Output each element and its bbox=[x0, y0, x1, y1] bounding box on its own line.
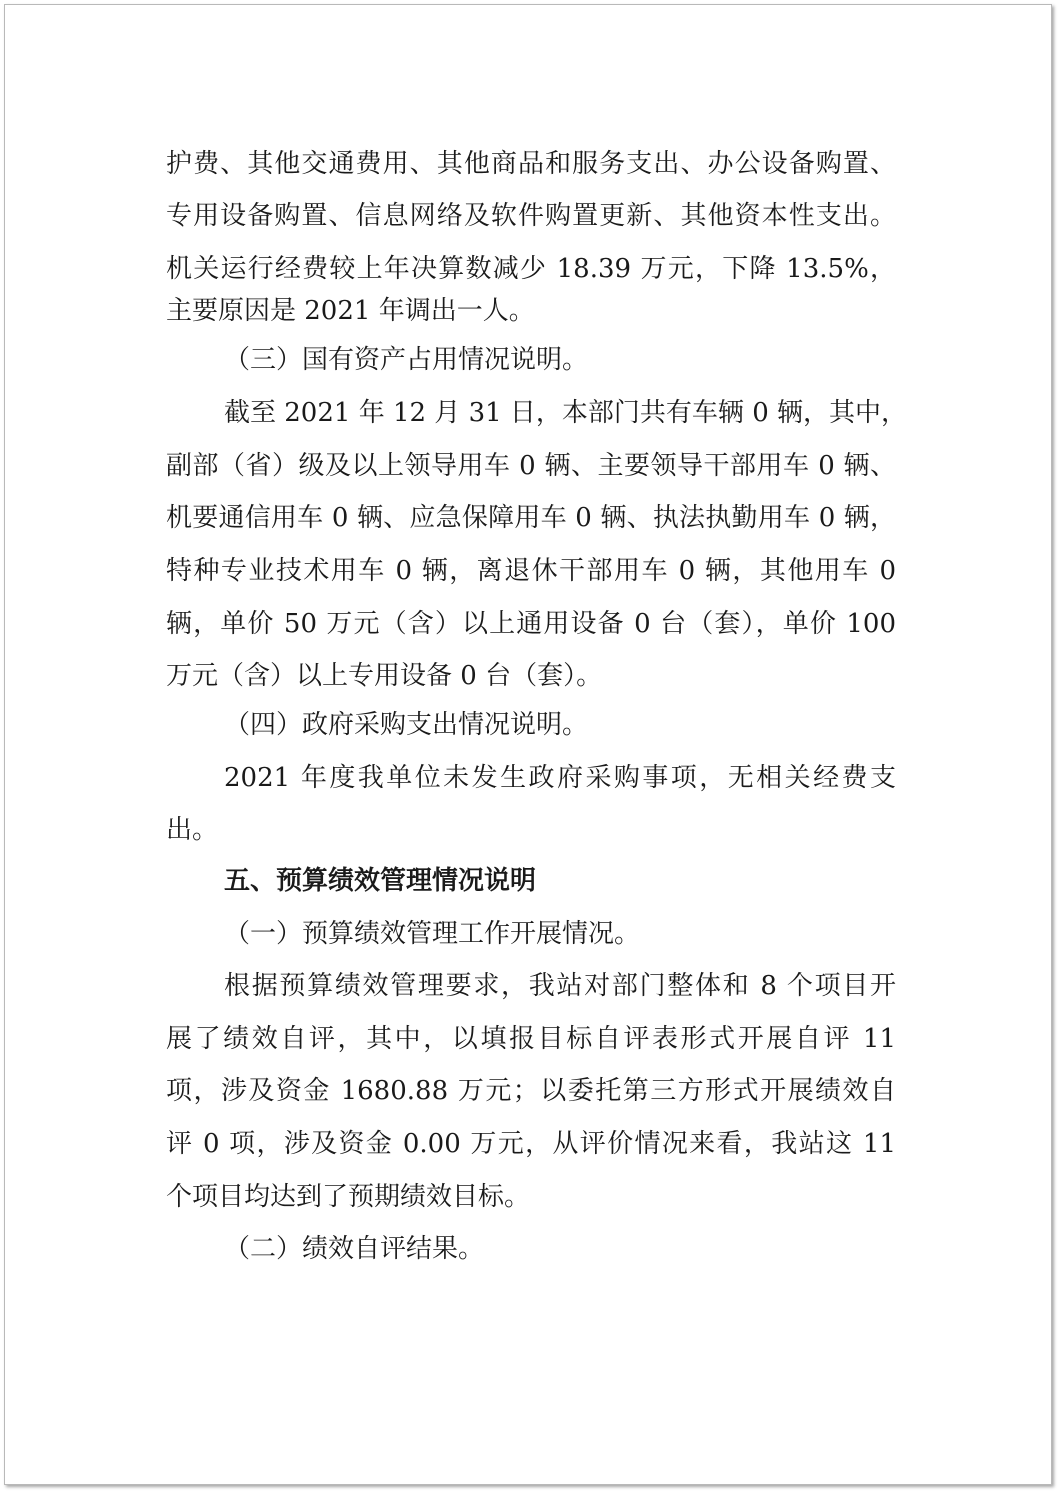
paragraph-line: 万元（含）以上专用设备 0 台（套）。 bbox=[166, 661, 603, 691]
paragraph-line: 主要原因是 2021 年调出一人。 bbox=[166, 296, 535, 326]
paragraph-line: 2021 年度我单位未发生政府采购事项，无相关经费支 bbox=[224, 763, 896, 793]
paragraph-line: 机要通信用车 0 辆、应急保障用车 0 辆、执法执勤用车 0 辆， bbox=[166, 503, 896, 533]
paragraph-line: 机关运行经费较上年决算数减少 18.39 万元，下降 13.5%， bbox=[166, 254, 896, 284]
section-subheading-3: （三）国有资产占用情况说明。 bbox=[224, 345, 589, 375]
section-subheading-2: （二）绩效自评结果。 bbox=[224, 1234, 485, 1264]
paragraph-line: 护费、其他交通费用、其他商品和服务支出、办公设备购置、 bbox=[166, 149, 896, 179]
section-heading-5: 五、预算绩效管理情况说明 bbox=[224, 866, 537, 896]
paragraph-line: 根据预算绩效管理要求，我站对部门整体和 8 个项目开 bbox=[224, 971, 896, 1001]
paragraph-line: 评 0 项，涉及资金 0.00 万元，从评价情况来看，我站这 11 bbox=[166, 1129, 896, 1159]
paragraph-line: 特种专业技术用车 0 辆，离退休干部用车 0 辆，其他用车 0 bbox=[166, 556, 896, 586]
section-subheading-1: （一）预算绩效管理工作开展情况。 bbox=[224, 919, 641, 949]
paragraph-line: 专用设备购置、信息网络及软件购置更新、其他资本性支出。 bbox=[166, 201, 896, 231]
paragraph-line: 项，涉及资金 1680.88 万元；以委托第三方形式开展绩效自 bbox=[166, 1076, 896, 1106]
paragraph-line: 副部（省）级及以上领导用车 0 辆、主要领导干部用车 0 辆、 bbox=[166, 451, 896, 481]
paragraph-line: 出。 bbox=[166, 815, 219, 845]
paragraph-line: 个项目均达到了预期绩效目标。 bbox=[166, 1182, 531, 1212]
paragraph-line: 截至 2021 年 12 月 31 日，本部门共有车辆 0 辆，其中， bbox=[224, 398, 907, 428]
section-subheading-4: （四）政府采购支出情况说明。 bbox=[224, 710, 589, 740]
paragraph-line: 辆，单价 50 万元（含）以上通用设备 0 台（套），单价 100 bbox=[166, 609, 896, 639]
paragraph-line: 展了绩效自评，其中，以填报目标自评表形式开展自评 11 bbox=[166, 1024, 896, 1054]
